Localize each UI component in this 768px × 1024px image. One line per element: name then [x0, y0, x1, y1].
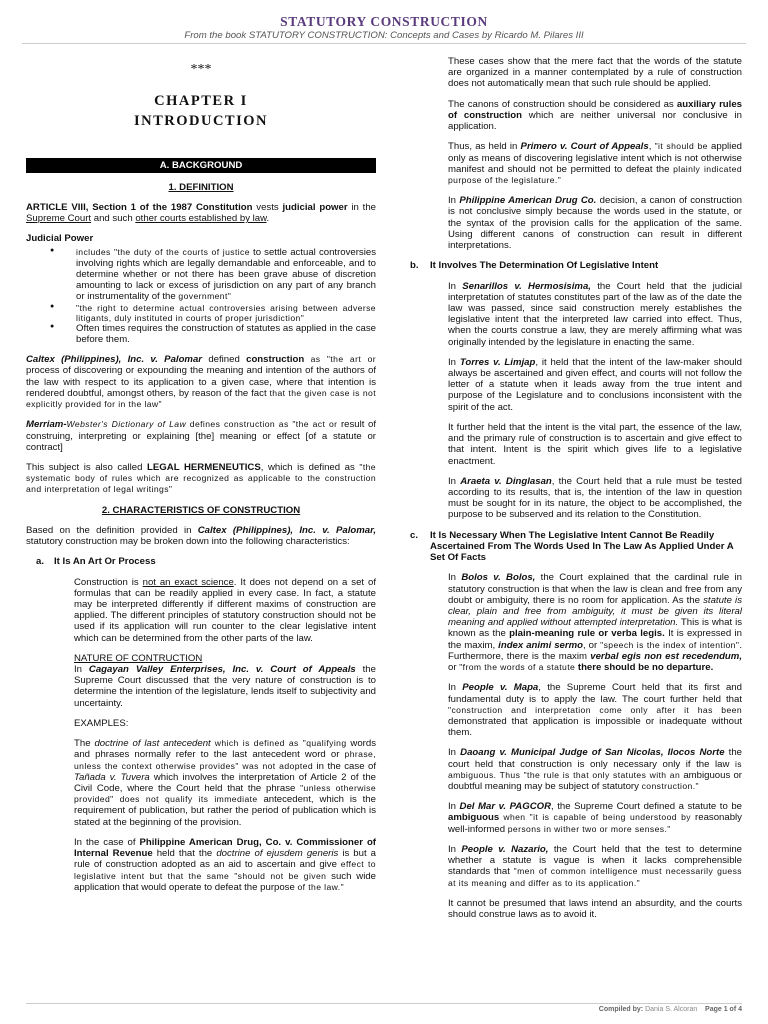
- text-span: In: [448, 280, 463, 292]
- section-stars: ***: [190, 62, 212, 77]
- list-item: ● Often times requires the construction of statutes as applied in the case before them.: [26, 323, 376, 345]
- case-name: Araeta v. Dinglasan: [460, 475, 552, 487]
- text-span: In: [448, 801, 460, 813]
- vital-paragraph: It further held that the intent is the vital part, the essence of the law, and the primary rule of construction is to ascertain and give effect to that intent. Intent is the spirit which gives life to a legislative enactment.: [448, 421, 742, 467]
- chapter-heading: [26, 92, 376, 131]
- last-antecedent-paragraph: [26, 738, 376, 828]
- ejusdem-paragraph: [26, 837, 376, 893]
- text-span: In: [448, 682, 463, 694]
- text-span: In: [74, 664, 89, 676]
- case-name: Torres v. Limjap: [459, 356, 536, 368]
- case-name: People v. Mapa: [462, 682, 539, 694]
- quote-span: "unless otherwise provided" does not qualify its immediate: [74, 783, 377, 805]
- text-span: words and phrases normally refer to the last antecedent word or: [74, 738, 377, 761]
- quote-span: "from the words of a statute: [459, 662, 576, 673]
- quote-span: "the systematic body of rules which are recognized as applicable to the construction and interpretation of legal writings": [26, 461, 376, 495]
- quote-span: that the given case is not explicitly provided for in the law": [26, 387, 377, 410]
- text-span: vests: [252, 201, 283, 213]
- text-span: This subject is also called: [26, 461, 148, 473]
- item-title: It Is Necessary When The Legislative Intent Cannot Be Readily Ascertained From The Words Used In The Law As Applied Under A Set Of Facts: [430, 529, 734, 564]
- bold-span: plain-meaning rule or verba legis.: [509, 628, 665, 640]
- text-span: In: [448, 195, 460, 207]
- compiler-name: Dania S. Alcoran: [645, 1006, 698, 1013]
- text-span: the court held that construction is only necessary only if the law: [448, 747, 742, 770]
- torres-paragraph: [410, 357, 742, 413]
- text-span: , the Supreme Court defined a statute to be: [551, 801, 743, 813]
- text-span: , the Supreme Court held that its first and fundamental duty is to apply the law. The court further held that: [448, 682, 742, 705]
- italic-span: doctrine of last antecedent: [94, 738, 211, 750]
- quote-span: "the art or: [326, 354, 377, 365]
- right-column: [410, 56, 742, 929]
- text-span: Construction is: [74, 576, 143, 588]
- item-c-heading: [410, 530, 742, 564]
- text-span: or: [448, 662, 460, 674]
- text-span: decision, a canon of construction is not conclusive simply because the words used in the statute, or the syntax of the provision calls for the application of the same. Using different canons of construction can result in different interpretations.: [448, 195, 742, 252]
- text-span: , the Court held that a rule must be tested according to its results, that is, the intention of the law in question must be sought for in its nature, the object to be accomplished, the purpose to be subserved and its relation to the Constitution.: [448, 475, 742, 521]
- case-name: Philippine American Drug Co.: [459, 195, 597, 207]
- text-span: reasonably well-informed: [448, 812, 742, 835]
- text-span: the Court held that the judicial interpretation of statutes constitutes part of the law as of the date the law was passed, since said construction merely establishes the legislative intent that the interpreted law carried into effect. Thus, when the courts construe a law, they are merely affirming what was originally intended by the legislature in enacting the same.: [448, 280, 742, 348]
- text-span: In the case of: [74, 836, 140, 848]
- examples-label: EXAMPLES:: [74, 717, 129, 729]
- delmar-paragraph: [410, 801, 742, 835]
- quote-span: government": [178, 291, 232, 302]
- italic-span: statute is clear, plain and free from ambiguity, it must be given its literal meaning and applied without attempted interpretation.: [448, 594, 742, 629]
- hermeneutics-paragraph: [26, 462, 376, 496]
- text-span: demonstrated that application is impossible or inadequate without them.: [448, 715, 742, 739]
- text-span: , it held that the intent of the law-maker should always be ascertained and given effect, and courts will not follow the letter of a statute when it leads away from the true intent and purpose of the Legislature and to conclusions inconsistent with the spirit of the act.: [448, 356, 742, 413]
- based-paragraph: [26, 525, 376, 547]
- compiled-label: Compiled by:: [598, 1006, 644, 1013]
- underlined-span: Supreme Court: [26, 213, 92, 225]
- nazario-paragraph: [410, 844, 742, 889]
- text-span: which are neither universal nor conclusive in application.: [448, 109, 742, 133]
- text-span: the Court held that the test to determine whether a statute is vague is when it lacks comprehensible standards that: [448, 843, 742, 878]
- art-process-paragraph: [26, 577, 376, 644]
- text-span: . Furthermore, there is the maxim: [448, 639, 742, 662]
- footer-divider: [26, 1003, 742, 1004]
- quote-span: plainly indicated purpose of the legislature.": [448, 163, 742, 185]
- text-span: defined: [202, 354, 247, 366]
- text-span: as: [304, 354, 327, 365]
- bold-span: auxiliary rules of construction: [448, 98, 742, 121]
- italic-bold-span: index animi sermo: [498, 639, 584, 651]
- canons-paragraph: [410, 99, 742, 133]
- item-title: It Is An Art Or Process: [54, 556, 156, 568]
- daoang-paragraph: [410, 747, 742, 792]
- text-span: The: [74, 738, 95, 750]
- text-span: which involves the interpretation of Article 2 of the Civil Code, where the Court held that the phrase: [74, 771, 377, 794]
- text-span: In: [448, 747, 461, 759]
- nature-heading: NATURE OF CONTRUCTION: [74, 652, 203, 664]
- item-marker: b.: [410, 260, 419, 272]
- quote-span: "construction and interpretation come only after it has been: [448, 704, 742, 715]
- chapter-title: INTRODUCTION: [133, 112, 268, 129]
- text-span: the Court explained that the cardinal rule in statutory construction is that when the law is clean and free from any doubt or ambiguity, there is no room for application. As the: [448, 572, 743, 606]
- case-name: Del Mar v. PAGCOR: [459, 801, 552, 813]
- section-bar-background: A. BACKGROUND: [26, 158, 376, 173]
- bold-span: LEGAL HERMENEUTICS: [147, 461, 261, 473]
- quote-span: "it should be: [654, 141, 708, 152]
- text-span: The canons of construction should be considered as: [448, 98, 677, 110]
- quote-span: is ambiguous. Thus "the rule is that only statutes with an: [448, 758, 742, 780]
- text-span: It is expressed in the maxim,: [448, 628, 742, 651]
- text-span: , which is defined as: [260, 461, 360, 473]
- bold-span: there should be no departure.: [575, 662, 714, 674]
- merriam-definition: [26, 419, 376, 453]
- case-name: Primero v. Court of Appeals: [520, 141, 649, 153]
- text-span: when: [499, 812, 530, 823]
- case-name: Bolos v. Bolos,: [461, 572, 536, 584]
- list-item: ● "the right to determine actual controversies arising between adverse litigants, duly instituted in courts of proper jurisdiction": [26, 303, 376, 323]
- quote-span: defines construction as "the act or: [186, 419, 338, 430]
- text-span: and such: [91, 213, 136, 225]
- header-divider: [22, 43, 746, 44]
- item-b-heading: [410, 260, 742, 271]
- text-span: is but a rule of construction adopted as an aid to ascertain and give: [74, 848, 376, 871]
- text-span: Based on the definition provided in: [26, 524, 198, 536]
- bold-span: ambiguous: [448, 812, 500, 824]
- bolos-paragraph: [410, 572, 742, 673]
- text-span: result of construing, interpreting or explaining [the] meaning or effect [of a statute or contract]: [26, 419, 376, 453]
- item-title: It Involves The Determination Of Legislative Intent: [430, 260, 659, 272]
- text-span: in the case of: [313, 760, 376, 772]
- text-span: in the: [347, 201, 376, 213]
- text-span: In: [448, 356, 460, 368]
- italic-bold-span: verbal egis non est recedendum,: [590, 650, 742, 662]
- italic-span: Webster's Dictionary of Law: [66, 419, 187, 430]
- text-span: statutory construction may be broken down into the following characteristics:: [26, 536, 350, 548]
- judicial-power-list: [26, 247, 376, 346]
- case-name: Senarillos v. Hermosisima,: [462, 280, 591, 292]
- text-span: process of discovering or expounding the meaning and intention of the authors of the law with respect to its application to a given case, where that intention is rendered doubtful, amongst others, by reason of the fact: [26, 365, 376, 399]
- quote-span: includes "the duty of the courts of justice: [76, 246, 250, 257]
- text-span: ,: [648, 141, 655, 153]
- cases-show-paragraph: These cases show that the mere fact that the words of the statute are organized in a manner contemplated by a rule of construction does not automatically mean that such rule should be applied.: [448, 56, 742, 90]
- left-column: [26, 56, 376, 902]
- bold-span: construction: [246, 354, 305, 366]
- case-name: People v. Nazario,: [461, 843, 549, 855]
- text-span: the Supreme Court discussed that the very nature of construction is to determine the intention of the legislature, lends itself to subjectivity and uncertainty.: [74, 664, 376, 709]
- item-marker: a.: [36, 556, 45, 568]
- case-name: Daoang v. Municipal Judge of San Nicolas, Ilocos Norte: [460, 747, 725, 759]
- text-span: This is what is known as the: [448, 617, 742, 640]
- quote-span: phrase, unless the context otherwise provides" was not adopted: [74, 749, 376, 771]
- judicial-power-label: Judicial Power: [26, 233, 94, 245]
- page-number: Page 1 of 4: [705, 1006, 742, 1013]
- document-title: STATUTORY CONSTRUCTION: [280, 14, 488, 29]
- text-span: ambiguous or doubtful meaning may be subject of statutory: [448, 769, 742, 793]
- item-a-heading: [26, 556, 376, 567]
- quote-span: which is defined as "qualifying: [210, 738, 347, 749]
- quote-span: of the law.": [297, 881, 345, 892]
- underlined-span: not an exact science: [142, 576, 234, 588]
- text-span: .: [266, 213, 270, 225]
- article-ref: ARTICLE VIII, Section 1 of the 1987 Constitution: [26, 201, 253, 213]
- underlined-span: other courts established by law: [135, 213, 267, 225]
- article-viii-paragraph: [26, 202, 376, 224]
- quote-span: effect to legislative intent but that the same "should not be given: [74, 859, 376, 881]
- text-span: Thus, as held in: [448, 141, 521, 153]
- quote-span: "it is capable of being understood by: [529, 812, 691, 823]
- page-footer: [599, 1006, 742, 1014]
- text-span: such wide application that would operate to defeat the purpose: [74, 870, 376, 893]
- caltex-definition: [26, 354, 376, 410]
- chapter-number: CHAPTER I: [154, 93, 248, 110]
- text-span: antecedent, which is the requirement of publication, but rather the period of publication which is stated at the beginning of the provision.: [74, 794, 376, 828]
- quote-span: "men of common intelligence must necessarily guess at its meaning and differ as to its application.": [448, 866, 742, 888]
- case-name: Merriam-: [26, 419, 67, 431]
- case-name: Caltex (Philippines), Inc. v. Palomar,: [197, 524, 377, 536]
- quote-span: construction.": [641, 781, 699, 792]
- text-span: . It does not depend on a set of formulas that can be readily applied in every case. In fact, a statute may be interpreted differently if different maxims of construction are applied. The different principles of statutory construction should not be used if its application will run counter to the clear legislative intent which can be determined from the other parts of the law.: [74, 576, 376, 644]
- text-span: In: [448, 843, 462, 855]
- araeta-paragraph: [410, 476, 742, 521]
- mapa-paragraph: [410, 682, 742, 738]
- phil-american-paragraph: [410, 195, 742, 251]
- italic-span: doctrine of ejusdem generis: [216, 848, 339, 860]
- absurdity-paragraph: It cannot be presumed that laws intend an absurdity, and the courts should construe laws as to avoid it.: [448, 897, 742, 920]
- case-name: Philippine American Drug, Co. v. Commissioner of Internal Revenue: [74, 836, 376, 860]
- case-name: Caltex (Philippines), Inc. v. Palomar: [26, 354, 203, 366]
- characteristics-heading: 2. CHARACTERISTICS OF CONSTRUCTION: [101, 504, 301, 516]
- cagayan-paragraph: [26, 664, 376, 709]
- quote-span: "speech is the index of intention": [600, 639, 740, 650]
- bold-span: judicial power: [282, 201, 348, 213]
- text-span: In: [448, 475, 461, 487]
- definition-heading: 1. DEFINITION: [168, 181, 234, 193]
- document-subtitle: From the book STATUTORY CONSTRUCTION: Concepts and Cases by Ricardo M. Pilares III: [184, 30, 584, 41]
- primero-paragraph: [410, 141, 742, 186]
- case-name: Cagayan Valley Enterprises, Inc. v. Court of Appeals: [88, 664, 356, 676]
- quote-span: persons in wither two or more senses.": [507, 823, 671, 834]
- text-span: held that the: [152, 848, 217, 860]
- item-marker: c.: [410, 529, 419, 541]
- text-span: In: [448, 572, 462, 584]
- list-item: [26, 247, 376, 303]
- italic-span: Tañada v. Tuvera: [74, 771, 150, 783]
- senarillos-paragraph: [410, 281, 742, 348]
- text-span: applied only as means of discovering legislative intent which is not otherwise manifest and should not be permitted to defeat the: [448, 141, 742, 175]
- text-span: to settle actual controversies involving rights which are legally demandable and enforceable, and to determine whether or not there has been grave abuse of discretion amounting to lack or excess of jurisdiction on any part of any branch or instrumentality of the: [76, 246, 376, 303]
- text-span: , or: [583, 639, 601, 651]
